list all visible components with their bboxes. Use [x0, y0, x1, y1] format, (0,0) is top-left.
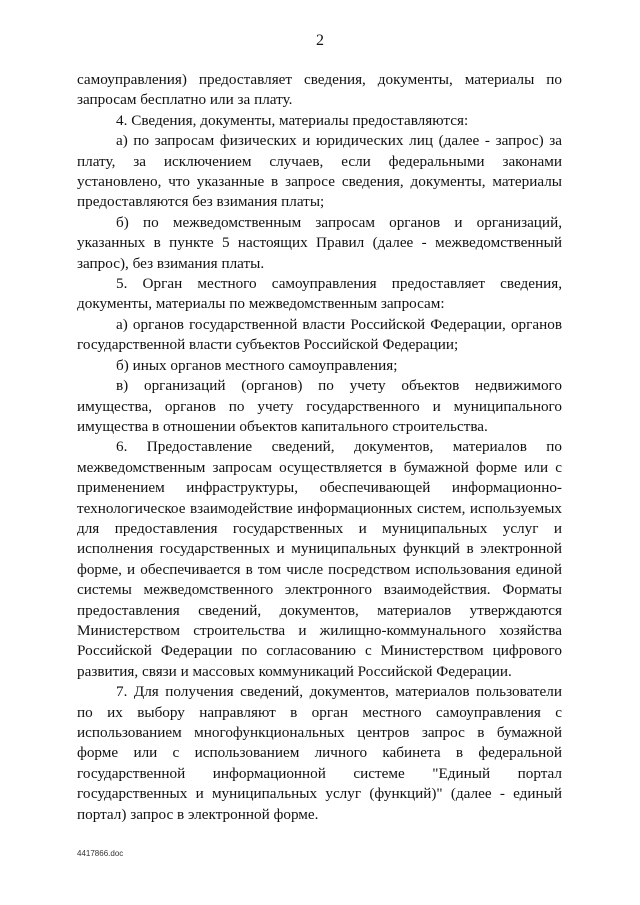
paragraph-5: 5. Орган местного самоуправления предоставляет сведения, документы, материалы по межведомственным запросам:	[77, 275, 562, 313]
paragraph-4: 4. Сведения, документы, материалы предоставляются:	[116, 111, 469, 129]
paragraph-6: 6. Предоставление сведений, документов, материалов по межведомственным запросам осуществляется в бумажной форме или с применением инфраструктуры, обеспечивающей информационно-технологическое взаимодействие информационных систем, используемых для предоставления государственных и муниципальных услуг и исполнения государственных и муниципальных функций в электронной форме, и обеспечивается в том числе посредством использования единой системы межведомственного электронного взаимодействия. Форматы предоставления сведений, документов, материалов утверждаются Министерством строительства и жилищно-коммунального хозяйства Российской Федерации по согласованию с Министерством цифрового развития, связи и массовых коммуникаций Российской Федерации.	[77, 438, 562, 680]
paragraph-5b: б) иных органов местного самоуправления;	[116, 356, 398, 374]
paragraph-continuation: самоуправления) предоставляет сведения, документы, материалы по запросам бесплатно или за плату.	[77, 71, 562, 109]
document-body	[77, 70, 562, 825]
document-filename: 4417866.doc	[77, 849, 124, 858]
paragraph-5v: в) организаций (органов) по учету объектов недвижимого имущества, органов по учету государственного и муниципального имущества в отношении объектов капитального строительства.	[77, 377, 562, 435]
paragraph-4b: б) по межведомственным запросам органов и организаций, указанных в пункте 5 настоящих Правил (далее - межведомственный запрос), без взимания платы.	[77, 213, 562, 272]
page-number: 2	[316, 32, 324, 49]
paragraph-4a: а) по запросам физических и юридических лиц (далее - запрос) за плату, за исключением случаев, если федеральными законами установлено, что указанные в запросе сведения, документы, материалы предоставляются без взимания платы;	[77, 132, 562, 211]
paragraph-7: 7. Для получения сведений, документов, материалов пользователи по их выбору направляют в орган местного самоуправления с использованием многофункциональных центров запрос в бумажной форме или с использованием личного кабинета в федеральной государственной информационной системе "Единый портал государственных и муниципальных услуг (функций)" (далее - единый портал) запрос в электронной форме.	[77, 683, 562, 823]
paragraph-5a: а) органов государственной власти Российской Федерации, органов государственной власти субъектов Российской Федерации;	[77, 315, 562, 354]
